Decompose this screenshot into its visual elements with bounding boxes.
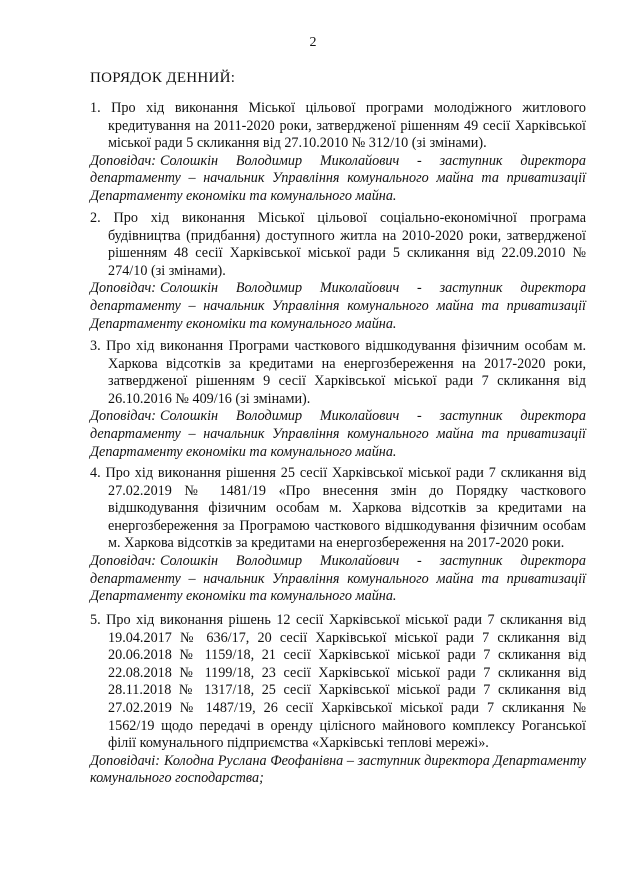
agenda-item-2 xyxy=(90,210,586,333)
agenda-item-text: 3. Про хід виконання Програми часткового відшкодування фізичним особам м. Харкова відсотків за кредитами на енергозбереження на 2017-2020 роки, затвердженої рішенням 9 сесії Харківської міської ради 7 скликання від 26.10.2016 № 409/16 (зі змінами). xyxy=(90,338,586,407)
agenda-item-4 xyxy=(90,465,586,606)
agenda-item-speaker xyxy=(90,553,586,606)
speaker-label: Доповідач: xyxy=(90,280,156,297)
speaker-name: Солошкін Володимир Миколайович - заступник директора департаменту – начальник Управління комунального майна та приватизації Департаменту економіки та комунального майна. xyxy=(90,408,586,460)
speaker-name: Солошкін Володимир Миколайович - заступник директора департаменту – начальник Управління комунального майна та приватизації Департаменту економіки та комунального майна. xyxy=(90,552,586,605)
speaker-label: Доповідач: xyxy=(90,152,156,169)
speaker-label: Доповідач: xyxy=(90,408,156,425)
agenda-item-5 xyxy=(90,612,586,788)
agenda-item-text: 5. Про хід виконання рішень 12 сесії Харківської міської ради 7 скликання від 19.04.2017 № 636/17, 20 сесії Харківської міської ради 7 скликання від 20.06.2018 № 1159/18, 21 сесії Харківської міської ради 7 скликання від 22.08.2018 № 1199/18, 23 сесії Харківської міської ради 7 скликання від 28.11.2018 № 1317/18, 25 сесії Харківської міської ради 7 скликання від 27.02.2019 № 1487/19, 26 сесії Харківської міської ради 7 скликання № 1562/19 щодо передачі в оренду цілісного майнового комплексу Роганської філії комунального підприємства «Харківські теплові мережі». xyxy=(90,612,586,752)
agenda-item-1 xyxy=(90,100,586,206)
agenda-item-text: 2. Про хід виконання Міської цільової соціально-економічної програма будівництва (придбання) доступного житла на 2010-2020 роки, затвердженої рішенням 48 сесії Харківської міської ради 5 скликання від 22.09.2010 № 274/10 (зі змінами). xyxy=(90,210,586,279)
page-number: 2 xyxy=(309,35,317,50)
speaker-label: Доповідач: xyxy=(90,552,156,569)
agenda-item-speaker xyxy=(90,280,586,333)
agenda-item-speaker xyxy=(90,753,586,788)
speaker-name: Колодна Руслана Феофанівна – заступник директора Департаменту комунального господарства; xyxy=(90,752,586,787)
speaker-name: Солошкін Володимир Миколайович - заступник директора департаменту – начальник Управління комунального майна та приватизації Департаменту економіки та комунального майна. xyxy=(90,280,586,332)
agenda-item-text: 4. Про хід виконання рішення 25 сесії Харківської міської ради 7 скликання від 27.02.2019 № 1481/19 «Про внесення змін до Порядку часткового відшкодування фізичним особам м. Харкова відсотків за кредитами на енергозбереження за Програмою часткового відшкодування фізичним особам м. Харкова відсотків за кредитами на енергозбереження на 2017-2020 роки. xyxy=(90,465,586,552)
speaker-label: Доповідачі: xyxy=(90,752,160,769)
speaker-name: Солошкін Володимир Миколайович - заступник директора департаменту – начальник Управління комунального майна та приватизації Департаменту економіки та комунального майна. xyxy=(90,152,586,204)
agenda-heading: ПОРЯДОК ДЕННИЙ: xyxy=(90,70,236,86)
agenda-item-speaker xyxy=(90,408,586,461)
agenda-item-3 xyxy=(90,338,586,461)
agenda-item-speaker xyxy=(90,153,586,206)
agenda-item-text: 1. Про хід виконання Міської цільової програми молодіжного житлового кредитування на 2011-2020 роки, затвердженої рішенням 49 сесії Харківської міської ради 5 скликання від 27.10.2010 № 312/10 (зі змінами). xyxy=(90,100,586,152)
